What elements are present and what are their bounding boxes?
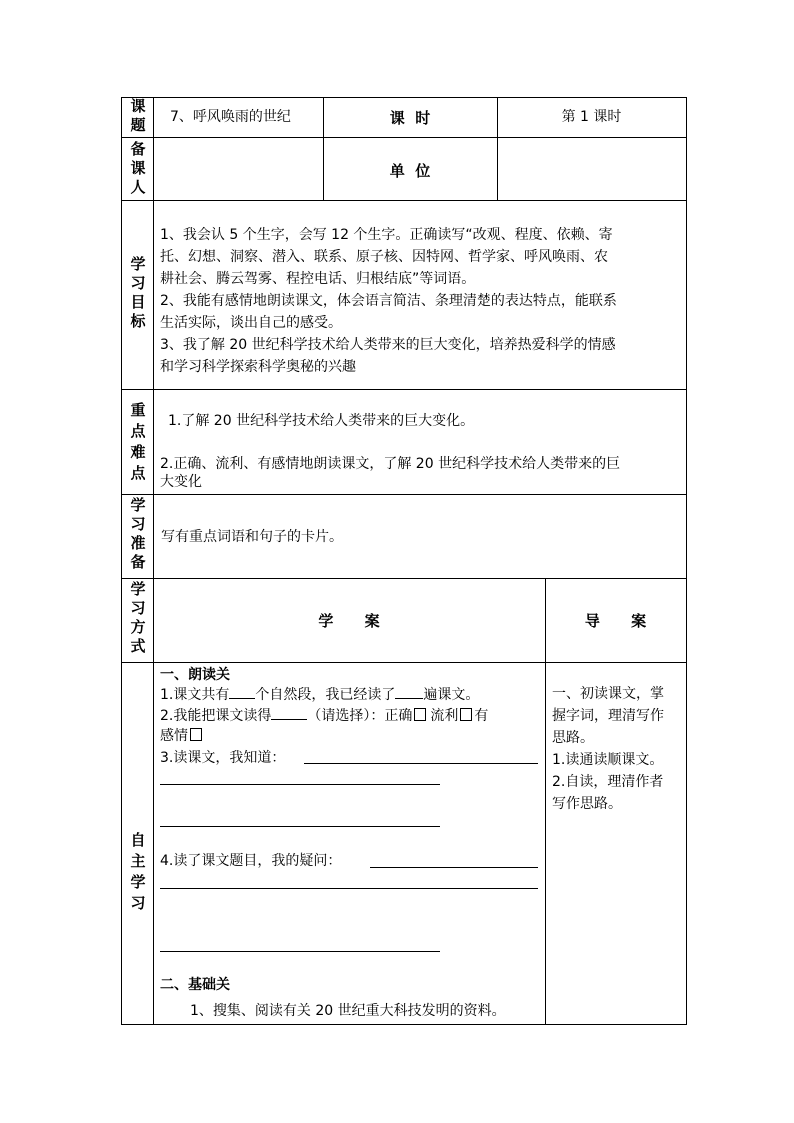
q2-prefix: 2.我能把课文读得: [160, 708, 272, 724]
checkbox-correct[interactable]: [414, 708, 426, 721]
question-2: [160, 705, 488, 727]
row-label-text: 课 题: [130, 97, 146, 134]
goal-line: 1、我会认 5 个生字，会写 12 个生字。正确读写“改观、程度、依赖、寄: [160, 227, 613, 243]
goals-text: [160, 224, 684, 378]
prep-text: 写有重点词语和句子的卡片。: [161, 529, 343, 545]
row-label-key-points: [125, 400, 151, 484]
answer-line[interactable]: [370, 867, 538, 868]
answer-line[interactable]: [160, 951, 440, 952]
row-label-preparer: [125, 140, 151, 197]
unit-label: 单 位: [389, 162, 431, 180]
col-divider: [545, 578, 546, 1025]
goal-line: 生活实际，谈出自己的感受。: [160, 315, 342, 331]
row-divider: [121, 200, 687, 201]
row-label-text: 学 习 目 标: [130, 255, 146, 330]
answer-line[interactable]: [304, 763, 538, 764]
guide-line: 握字词，理清写作: [552, 708, 664, 724]
q2-option-with: 有: [474, 708, 489, 724]
row-label-text: 重 点 难 点: [130, 401, 146, 482]
answer-line[interactable]: [160, 888, 538, 889]
section-basic-title: 二、基础关: [160, 977, 230, 993]
guide-notes: [552, 683, 684, 815]
goal-line: 耕社会、腾云驾雾、程控电话、归根结底”等词语。: [160, 271, 476, 287]
row-divider: [121, 389, 687, 390]
section-reading-title: 一、朗读关: [160, 667, 230, 683]
label-column-divider: [153, 97, 154, 1025]
guide-line: 2.自读，理清作者: [552, 774, 664, 790]
goal-line: 2、我能有感情地朗读课文，体会语言简洁、条理清楚的表达特点，能联系: [160, 293, 617, 309]
checkbox-emotion[interactable]: [190, 728, 202, 741]
q1-prefix: 1.课文共有: [160, 687, 230, 703]
table-border-bottom: [121, 1024, 687, 1025]
key-point-2: [160, 453, 620, 493]
paragraph-count-blank[interactable]: [229, 684, 255, 699]
row-label-text: 学 习 方 式: [130, 580, 146, 655]
q2-choice-intro: （请选择）：正确: [307, 708, 413, 724]
period-value: 第 1 课时: [561, 109, 622, 125]
table-border-right: [686, 97, 687, 1025]
reading-quality-blank[interactable]: [271, 705, 307, 720]
guide-line: 思路。: [552, 730, 594, 746]
goal-line: 托、幻想、洞察、潜入、联系、原子核、因特网、哲学家、呼风唤雨、农: [160, 249, 608, 265]
basic-item-1: 1、搜集、阅读有关 20 世纪重大科技发明的资料。: [190, 1003, 506, 1019]
goal-line: 和学习科学探索科学奥秘的兴趣: [160, 359, 356, 375]
row-label-prep: [125, 496, 151, 572]
row-label-text: 学 习 准 备: [130, 496, 146, 571]
study-plan-header: 学 案: [318, 612, 380, 630]
row-divider: [121, 662, 687, 663]
answer-line[interactable]: [160, 826, 440, 827]
row-label-method: [125, 580, 151, 656]
row-label-topic: [125, 97, 151, 135]
checkbox-fluent[interactable]: [460, 708, 472, 721]
table-border-left: [121, 97, 122, 1025]
question-2-cont: [160, 725, 204, 747]
table-border-top: [121, 97, 687, 98]
q2-option-emotion: 感情: [160, 728, 188, 744]
read-times-blank[interactable]: [395, 684, 423, 699]
guide-line: 一、初读课文，掌: [552, 686, 664, 702]
row-label-text: 自 主 学 习: [130, 831, 146, 912]
row-divider: [121, 494, 687, 495]
row-label-text: 备 课 人: [130, 140, 146, 196]
question-3: 3.读课文，我知道：: [160, 750, 286, 766]
question-4: 4.读了课文题目，我的疑问：: [160, 853, 342, 869]
row-label-self-study: [125, 830, 151, 914]
row-label-goals: [125, 255, 151, 331]
q1-middle: 个自然段，我已经读了: [255, 687, 396, 703]
key-point-2-line: 2.正确、流利、有感情地朗读课文，了解 20 世纪科学技术给人类带来的巨: [160, 456, 621, 472]
q1-suffix: 遍课文。: [423, 687, 480, 703]
guide-line: 1.读通读顺课文。: [552, 752, 664, 768]
lesson-title: 7、呼风唤雨的世纪: [170, 109, 291, 125]
period-label: 课 时: [389, 109, 431, 127]
key-point-1: 1.了解 20 世纪科学技术给人类带来的巨大变化。: [168, 413, 475, 429]
guide-plan-header: 导 案: [584, 612, 647, 630]
row-divider: [121, 578, 687, 579]
question-1: [160, 684, 479, 706]
key-point-2-line: 大变化: [160, 474, 202, 490]
guide-line: 写作思路。: [552, 796, 622, 812]
answer-line[interactable]: [160, 784, 440, 785]
q2-option-fluent: 流利: [430, 708, 459, 724]
goal-line: 3、我了解 20 世纪科学技术给人类带来的巨大变化，培养热爱科学的情感: [160, 337, 616, 353]
row-divider: [121, 137, 687, 138]
